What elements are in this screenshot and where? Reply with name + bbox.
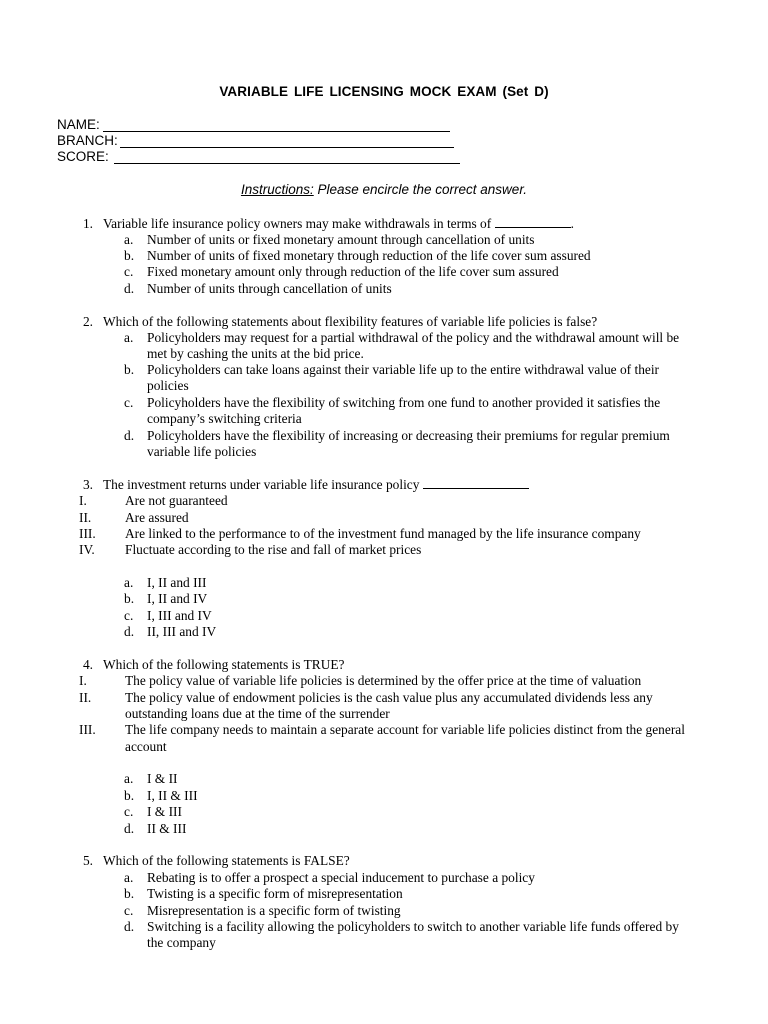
statement-numeral: III. — [79, 526, 96, 541]
statement-numeral: I. — [79, 673, 87, 688]
option-text-line: Policyholders have the flexibility of switching from one fund to another provided it satisfies the — [147, 395, 661, 410]
statement-text: Fluctuate according to the rise and fall of market prices — [125, 542, 422, 557]
option-letter: b. — [124, 886, 135, 901]
question-number: 1. — [82, 216, 93, 231]
instructions — [0, 182, 768, 197]
question-stem-suffix: . — [570, 216, 574, 231]
statement-text: Are linked to the performance to of the investment fund managed by the life insurance company — [125, 526, 641, 541]
question-stem: Which of the following statements is FALSE? — [103, 853, 350, 868]
question-stem: Which of the following statements is TRUE? — [103, 657, 345, 672]
answer-blank — [495, 216, 571, 228]
question-number: 5. — [82, 853, 93, 868]
option-text-line: Rebating is to offer a prospect a special inducement to purchase a policy — [147, 870, 535, 885]
option-text-line: the company — [147, 935, 216, 950]
option-text-line: policies — [147, 378, 189, 393]
statement-text-line: The policy value of variable life policies is determined by the offer price at the time of valuation — [125, 673, 642, 688]
name-field-line — [103, 131, 450, 132]
score-field-line — [114, 163, 460, 164]
question-stem — [103, 216, 574, 232]
option-letter: d. — [124, 281, 135, 296]
instructions-text: Please encircle the correct answer. — [313, 182, 528, 197]
option-text: I, II & III — [147, 788, 198, 803]
statement-text: Are not guaranteed — [125, 493, 228, 508]
option-text: II, III and IV — [147, 624, 217, 639]
option-text: Number of units or fixed monetary amount through cancellation of units — [147, 232, 535, 247]
option-letter: d. — [124, 821, 135, 836]
answer-blank — [423, 477, 529, 489]
statement-text-line: The life company needs to maintain a separate account for variable life policies distinct from the general — [125, 722, 685, 737]
option-text: Fixed monetary amount only through reduction of the life cover sum assured — [147, 264, 559, 279]
option-text-line: Policyholders may request for a partial withdrawal of the policy and the withdrawal amount will be — [147, 330, 680, 345]
statement-numeral: IV. — [79, 542, 95, 557]
option-letter: a. — [124, 330, 134, 345]
statement-numeral: II. — [79, 510, 92, 525]
name-field-label: NAME: — [57, 117, 100, 132]
question-stem — [103, 477, 529, 493]
question-number: 4. — [82, 657, 93, 672]
statement-text: Are assured — [125, 510, 189, 525]
option-text: Number of units of fixed monetary through reduction of the life cover sum assured — [147, 248, 591, 263]
statement-numeral: I. — [79, 493, 87, 508]
option-text: I, II and IV — [147, 591, 208, 606]
option-text: Number of units through cancellation of units — [147, 281, 392, 296]
option-text: I, II and III — [147, 575, 207, 590]
option-letter: b. — [124, 788, 135, 803]
statement-numeral: III. — [79, 722, 96, 737]
option-letter: c. — [124, 395, 134, 410]
option-letter: a. — [124, 575, 134, 590]
option-text: I & II — [147, 771, 178, 786]
question-stem: Which of the following statements about flexibility features of variable life policies is false? — [103, 314, 598, 329]
option-letter: c. — [124, 264, 134, 279]
question-number: 3. — [82, 477, 93, 492]
statement-text-line: outstanding loans due at the time of the surrender — [125, 706, 390, 721]
statement-text-line: The policy value of endowment policies is the cash value plus any accumulated dividends less any — [125, 690, 653, 705]
option-text-line: company’s switching criteria — [147, 411, 302, 426]
option-letter: d. — [124, 624, 135, 639]
statement-numeral: II. — [79, 690, 92, 705]
instructions-prefix: Instructions: — [240, 182, 314, 197]
option-letter: a. — [124, 232, 134, 247]
option-letter: c. — [124, 608, 134, 623]
branch-field-label: BRANCH: — [57, 133, 118, 148]
option-text-line: Misrepresentation is a specific form of twisting — [147, 903, 401, 918]
option-text-line: met by cashing the units at the bid price. — [147, 346, 364, 361]
option-text-line: Policyholders can take loans against their variable life up to the entire withdrawal value of their — [147, 362, 660, 377]
statement-text-line: account — [125, 739, 167, 754]
question-number: 2. — [82, 314, 93, 329]
option-text: II & III — [147, 821, 187, 836]
option-text: I & III — [147, 804, 182, 819]
option-letter: b. — [124, 591, 135, 606]
option-letter: a. — [124, 771, 134, 786]
question-stem-text: Variable life insurance policy owners may make withdrawals in terms of — [103, 216, 492, 231]
option-letter: d. — [124, 919, 135, 934]
score-field-label: SCORE: — [57, 149, 109, 164]
option-text-line: variable life policies — [147, 444, 257, 459]
option-letter: b. — [124, 248, 135, 263]
option-text: I, III and IV — [147, 608, 212, 623]
option-text-line: Policyholders have the flexibility of increasing or decreasing their premiums for regular premium — [147, 428, 670, 443]
option-letter: c. — [124, 804, 134, 819]
option-letter: a. — [124, 870, 134, 885]
option-letter: b. — [124, 362, 135, 377]
option-text-line: Switching is a facility allowing the policyholders to switch to another variable life funds offered by — [147, 919, 679, 934]
option-letter: c. — [124, 903, 134, 918]
question-stem-text: The investment returns under variable life insurance policy — [103, 477, 420, 492]
option-text-line: Twisting is a specific form of misrepresentation — [147, 886, 403, 901]
exam-title: VARIABLE LIFE LICENSING MOCK EXAM (Set D) — [219, 84, 549, 99]
branch-field-line — [120, 147, 454, 148]
option-letter: d. — [124, 428, 135, 443]
